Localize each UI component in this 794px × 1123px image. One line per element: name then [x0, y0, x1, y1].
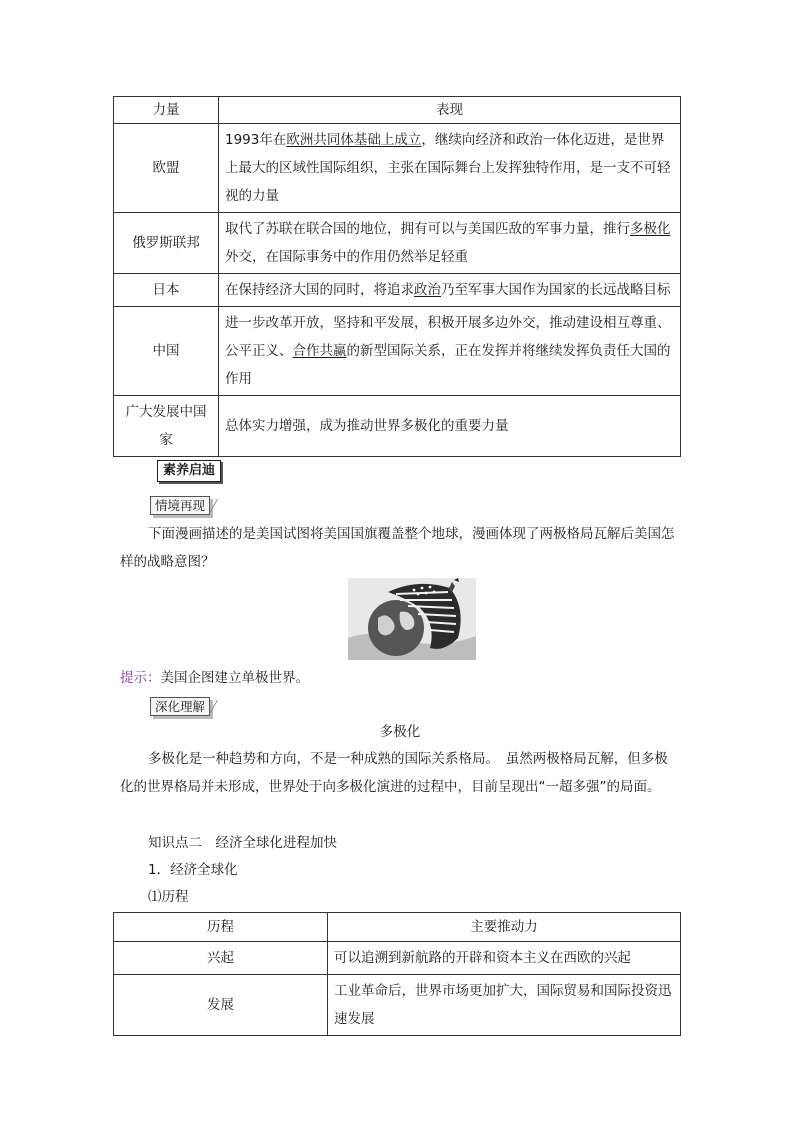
table-row [114, 124, 681, 213]
scenario-label-text: 情境再现 [150, 496, 210, 515]
deepen-label [150, 698, 226, 716]
hint-line [120, 664, 680, 692]
globalization-table [113, 912, 681, 1036]
table-row [114, 396, 681, 457]
power-description-cell [219, 396, 681, 457]
deepen-title-text: 多极化 [379, 724, 421, 740]
deepen-text: 多极化是一种趋势和方向，不是一种成熟的国际关系格局。 虽然两极格局瓦解，但多极化的世界格局并未形成，世界处于向多极化演进的过程中，目前呈现出“一超多强”的局面。 [120, 751, 668, 795]
sub-sub-heading-text: ⑴历程 [148, 889, 189, 905]
table-row [114, 274, 681, 307]
knowledge-point-heading [148, 829, 708, 857]
description-text: 外交，在国际事务中的作用仍然举足轻重 [225, 249, 468, 265]
table-header-row [114, 97, 681, 124]
table-header-row [114, 913, 681, 942]
description-text: 进一步改革开放，坚持和平发展，积极开展多边外交，推动建设相互尊重、公平正义、 [225, 315, 671, 359]
header-cell: 力量 [114, 97, 219, 124]
table-row [114, 942, 681, 975]
underlined-keyword: 合作共赢 [292, 343, 347, 359]
header-cell: 表现 [219, 97, 681, 124]
deepen-paragraph [120, 745, 680, 801]
hint-label: 提示： [120, 670, 161, 686]
driving-force-cell: 工业革命后，世界市场更加扩大，国际贸易和国际投资迅速发展 [328, 975, 681, 1036]
scenario-label [150, 497, 226, 515]
deepen-label-text: 深化理解 [150, 697, 210, 716]
powers-table [113, 96, 681, 457]
stage-cell: 发展 [114, 975, 328, 1036]
hint-text: 美国企图建立单极世界。 [160, 670, 309, 686]
description-text: 乃至军事大国作为国家的长远战略目标 [441, 282, 671, 298]
power-name-cell: 日本 [114, 274, 219, 307]
sub-heading [148, 856, 708, 884]
power-name-cell: 欧盟 [114, 124, 219, 213]
header-cell: 历程 [114, 913, 328, 942]
underlined-keyword: 欧洲共同体基础上成立 [286, 132, 422, 148]
sub-sub-heading [148, 883, 708, 911]
description-text: 的新型国际关系，正在发挥并将继续发挥负责任大国的作用 [225, 343, 671, 387]
table-row [114, 975, 681, 1036]
table-row [114, 213, 681, 274]
description-text: 总体实力增强，成为推动世界多极化的重要力量 [225, 418, 509, 434]
power-description-cell [219, 213, 681, 274]
slash-decoration-icon [209, 499, 230, 513]
underlined-keyword: 政治 [414, 282, 441, 298]
driving-force-cell: 可以追溯到新航路的开辟和资本主义在西欧的兴起 [328, 942, 681, 975]
section-badge: 素养启迪 [157, 460, 221, 482]
power-name-cell: 中国 [114, 307, 219, 396]
scenario-question [120, 520, 680, 576]
sub-heading-text: 1．经济全球化 [148, 862, 238, 878]
description-text: 取代了苏联在联合国的地位，拥有可以与美国匹敌的军事力量，推行 [225, 221, 630, 237]
power-description-cell [219, 307, 681, 396]
description-text: 在保持经济大国的同时，将追求 [225, 282, 414, 298]
header-cell: 主要推动力 [328, 913, 681, 942]
slash-decoration-icon [209, 700, 230, 714]
stage-cell: 兴起 [114, 942, 328, 975]
power-description-cell [219, 274, 681, 307]
description-text: 1993年在 [225, 132, 287, 148]
power-name-cell: 广大发展中国家 [114, 396, 219, 457]
description-text: ，继续向经济和政治一体化迈进，是世界上最大的区域性国际组织，主张在国际舞台上发挥独特作用，是一支不可轻视的力量 [225, 132, 671, 204]
deepen-title [120, 718, 680, 746]
underlined-keyword: 多极化 [630, 221, 671, 237]
cartoon-image [348, 578, 476, 660]
table-row [114, 307, 681, 396]
knowledge-point-text: 知识点二 经济全球化进程加快 [148, 835, 337, 851]
power-name-cell: 俄罗斯联邦 [114, 213, 219, 274]
scenario-text: 下面漫画描述的是美国试图将美国国旗覆盖整个地球，漫画体现了两极格局瓦解后美国怎样的战略意图？ [120, 526, 675, 570]
power-description-cell [219, 124, 681, 213]
